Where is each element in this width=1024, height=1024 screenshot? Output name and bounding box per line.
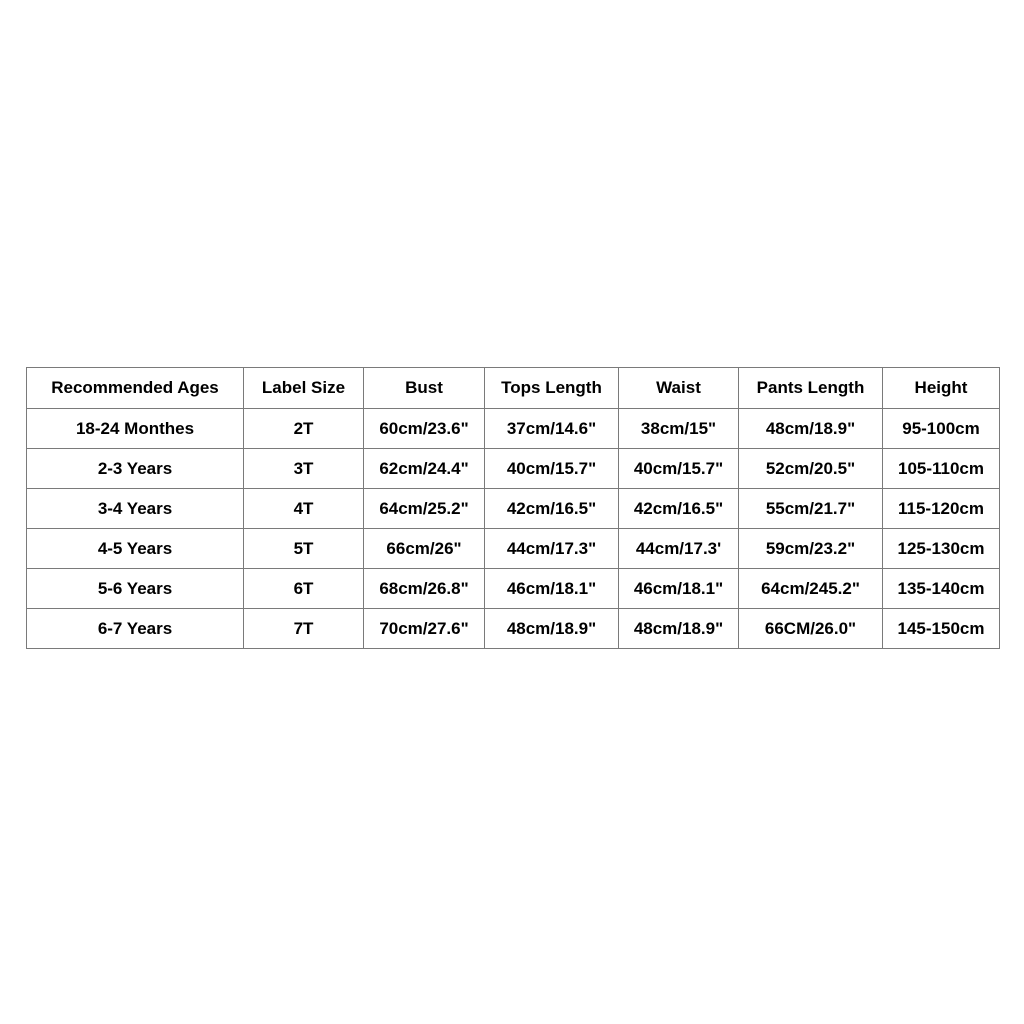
cell-height: 125-130cm (883, 529, 1000, 569)
table-row (27, 609, 1000, 649)
table-row (27, 489, 1000, 529)
header-waist: Waist (619, 368, 739, 409)
cell-tops-length: 48cm/18.9" (485, 609, 619, 649)
cell-tops-length: 40cm/15.7" (485, 449, 619, 489)
table-row (27, 529, 1000, 569)
table-row (27, 449, 1000, 489)
cell-height: 95-100cm (883, 409, 1000, 449)
cell-label-size: 2T (244, 409, 364, 449)
cell-bust: 68cm/26.8" (364, 569, 485, 609)
cell-recommended-ages: 6-7 Years (27, 609, 244, 649)
cell-pants-length: 66CM/26.0" (739, 609, 883, 649)
cell-bust: 64cm/25.2" (364, 489, 485, 529)
cell-bust: 70cm/27.6" (364, 609, 485, 649)
cell-waist: 42cm/16.5" (619, 489, 739, 529)
header-height: Height (883, 368, 1000, 409)
cell-bust: 62cm/24.4" (364, 449, 485, 489)
cell-tops-length: 44cm/17.3" (485, 529, 619, 569)
cell-recommended-ages: 18-24 Monthes (27, 409, 244, 449)
cell-label-size: 5T (244, 529, 364, 569)
cell-pants-length: 48cm/18.9" (739, 409, 883, 449)
cell-pants-length: 55cm/21.7" (739, 489, 883, 529)
cell-bust: 60cm/23.6" (364, 409, 485, 449)
cell-label-size: 4T (244, 489, 364, 529)
cell-height: 145-150cm (883, 609, 1000, 649)
cell-waist: 40cm/15.7" (619, 449, 739, 489)
header-bust: Bust (364, 368, 485, 409)
cell-recommended-ages: 2-3 Years (27, 449, 244, 489)
cell-waist: 48cm/18.9" (619, 609, 739, 649)
cell-height: 135-140cm (883, 569, 1000, 609)
cell-pants-length: 64cm/245.2" (739, 569, 883, 609)
header-row (27, 368, 1000, 409)
cell-tops-length: 46cm/18.1" (485, 569, 619, 609)
table-row (27, 569, 1000, 609)
size-chart-table (26, 367, 1000, 649)
cell-label-size: 3T (244, 449, 364, 489)
cell-recommended-ages: 5-6 Years (27, 569, 244, 609)
header-tops-length: Tops Length (485, 368, 619, 409)
cell-waist: 46cm/18.1" (619, 569, 739, 609)
cell-recommended-ages: 3-4 Years (27, 489, 244, 529)
header-pants-length: Pants Length (739, 368, 883, 409)
cell-height: 115-120cm (883, 489, 1000, 529)
header-recommended-ages: Recommended Ages (27, 368, 244, 409)
cell-recommended-ages: 4-5 Years (27, 529, 244, 569)
cell-waist: 38cm/15" (619, 409, 739, 449)
table-row (27, 409, 1000, 449)
cell-label-size: 7T (244, 609, 364, 649)
header-label-size: Label Size (244, 368, 364, 409)
cell-tops-length: 42cm/16.5" (485, 489, 619, 529)
cell-label-size: 6T (244, 569, 364, 609)
cell-pants-length: 52cm/20.5" (739, 449, 883, 489)
cell-waist: 44cm/17.3' (619, 529, 739, 569)
cell-bust: 66cm/26" (364, 529, 485, 569)
cell-height: 105-110cm (883, 449, 1000, 489)
cell-pants-length: 59cm/23.2" (739, 529, 883, 569)
cell-tops-length: 37cm/14.6" (485, 409, 619, 449)
